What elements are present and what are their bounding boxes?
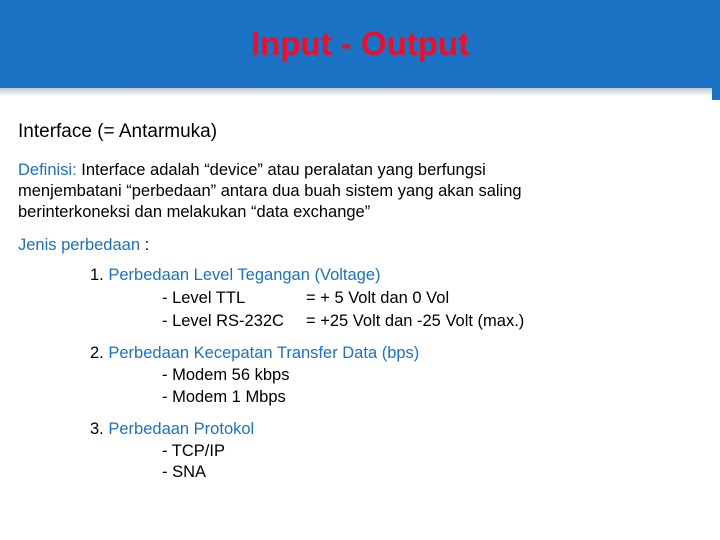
list-item-1-sub-1-value: = + 5 Volt dan 0 Vol: [306, 289, 450, 307]
definition-line-1: [18, 160, 708, 181]
list-item-2: [90, 342, 419, 364]
definition-label: Definisi:: [18, 161, 77, 179]
list-item-1-sub-2-name: - Level RS-232C: [162, 312, 284, 330]
list-item-3-sub-2-name: - SNA: [162, 463, 207, 481]
list-item-3-sub-1-name: - TCP/IP: [162, 442, 225, 460]
definition-line-2: menjembatani “perbedaan” antara dua buah sistem yang akan saling: [18, 182, 522, 200]
list-item-3-number: 3.: [90, 420, 109, 438]
list-item-2-number: 2.: [90, 344, 109, 362]
list-item-1-label: Perbedaan Level Tegangan (Voltage): [108, 266, 381, 284]
jenis-label: Jenis perbedaan: [18, 236, 141, 254]
jenis-heading: [18, 234, 149, 256]
list-item-2-sub-2-name: - Modem 1 Mbps: [162, 388, 286, 406]
jenis-colon: :: [140, 236, 150, 254]
section-heading: Interface (= Antarmuka): [18, 121, 218, 142]
list-item-1-sub-1-name: - Level TTL: [162, 289, 246, 307]
list-item-1: [90, 264, 381, 286]
list-item-2-sub-1-name: - Modem 56 kbps: [162, 366, 290, 384]
list-item-1-sub-2-value: = +25 Volt dan -25 Volt (max.): [306, 312, 525, 330]
header-shadow: [0, 88, 720, 96]
definition-line-1-text: Interface adalah “device” atau peralatan yang berfungsi: [76, 161, 486, 179]
right-accent-bar: [712, 72, 720, 100]
page-title-text: Input - Output: [250, 25, 470, 62]
list-item-3-label: Perbedaan Protokol: [108, 420, 255, 438]
list-item-1-number: 1.: [90, 266, 109, 284]
definition-paragraph: [18, 160, 708, 223]
list-item-3: [90, 418, 254, 440]
definition-line-3: berinterkoneksi dan melakukan “data exchange”: [18, 203, 371, 221]
page-title: [0, 22, 720, 66]
list-item-2-label: Perbedaan Kecepatan Transfer Data (bps): [108, 344, 420, 362]
